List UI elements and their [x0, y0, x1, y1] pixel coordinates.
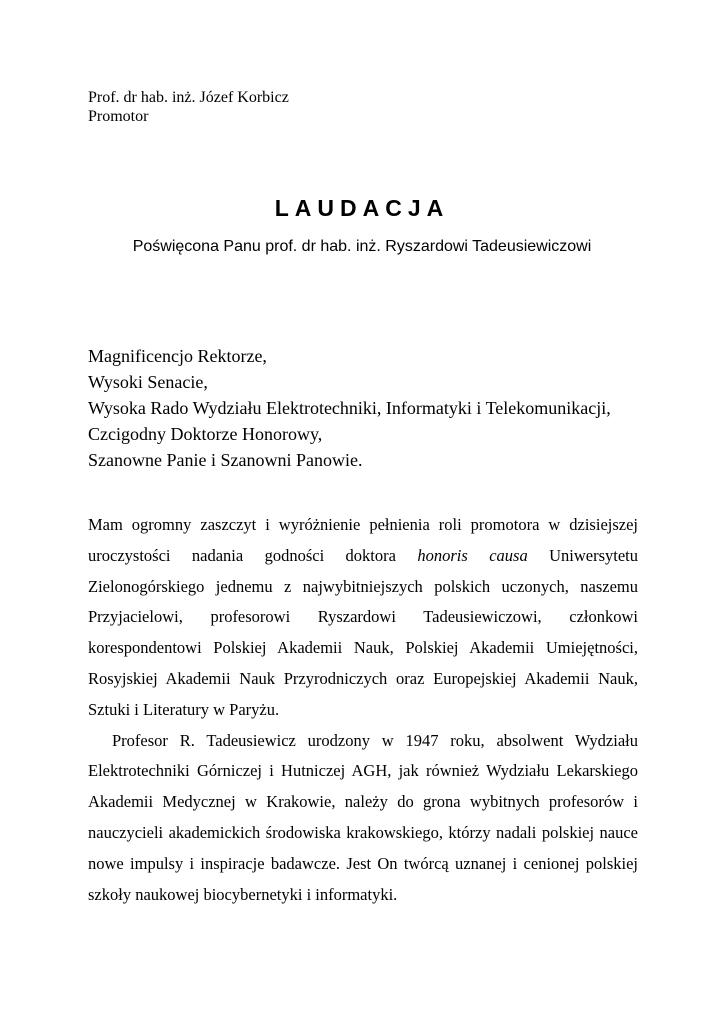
salutation-line: Wysoki Senacie, [88, 372, 208, 392]
document-subtitle: Poświęcona Panu prof. dr hab. inż. Ryszardowi Tadeusiewiczowi [132, 238, 592, 255]
body-text [88, 510, 638, 910]
author-name: Prof. dr hab. inż. Józef Korbicz [88, 89, 289, 106]
paragraph-1-italic: honoris causa [417, 545, 528, 565]
salutation-line: Wysoka Rado Wydziału Elektrotechniki, Informatyki i Telekomunikacji, [88, 398, 611, 418]
salutation-line: Magnificencjo Rektorze, [88, 346, 267, 366]
paragraph-1 [88, 510, 638, 726]
paragraph-1-end: Uniwersytetu Zielonogórskiego jednemu z najwybitniejszych polskich uczonych, naszemu Przyjacielowi, profesorowi Ryszardowi Tadeusiewiczowi, członkowi korespondentowi Polskiej Akademii Nauk, Polskiej Akademii Umiejętności, Rosyjskiej Akademii Nauk Przyrodniczych oraz Europejskiej Akademii Nauk, Sztuki i Literatury w Paryżu. [88, 545, 639, 719]
author-role: Promotor [88, 108, 149, 125]
paragraph-1-start: Mam ogromny zaszczyt i wyróżnienie pełnienia roli promotora w dzisiejszej uroczystości nadania godności doktora [88, 515, 638, 565]
document-title: LAUDACJA [274, 195, 450, 221]
salutations-block [88, 343, 611, 473]
author-block [88, 88, 289, 126]
paragraph-2: Profesor R. Tadeusiewicz urodzony w 1947 roku, absolwent Wydziału Elektrotechniki Górniczej i Hutniczej AGH, jak również Wydziału Lekarskiego Akademii Medycznej w Krakowie, należy do grona wybitnych profesorów i nauczycieli akademickich środowiska krakowskiego, którzy nadali polskiej nauce nowe impulsy i inspiracje badawcze. Jest On twórcą uznanej i cenionej polskiej szkoły naukowej biocybernetyki i informatyki. [88, 730, 638, 904]
salutation-line: Szanowne Panie i Szanowni Panowie. [88, 450, 363, 470]
salutation-line: Czcigodny Doktorze Honorowy, [88, 424, 323, 444]
